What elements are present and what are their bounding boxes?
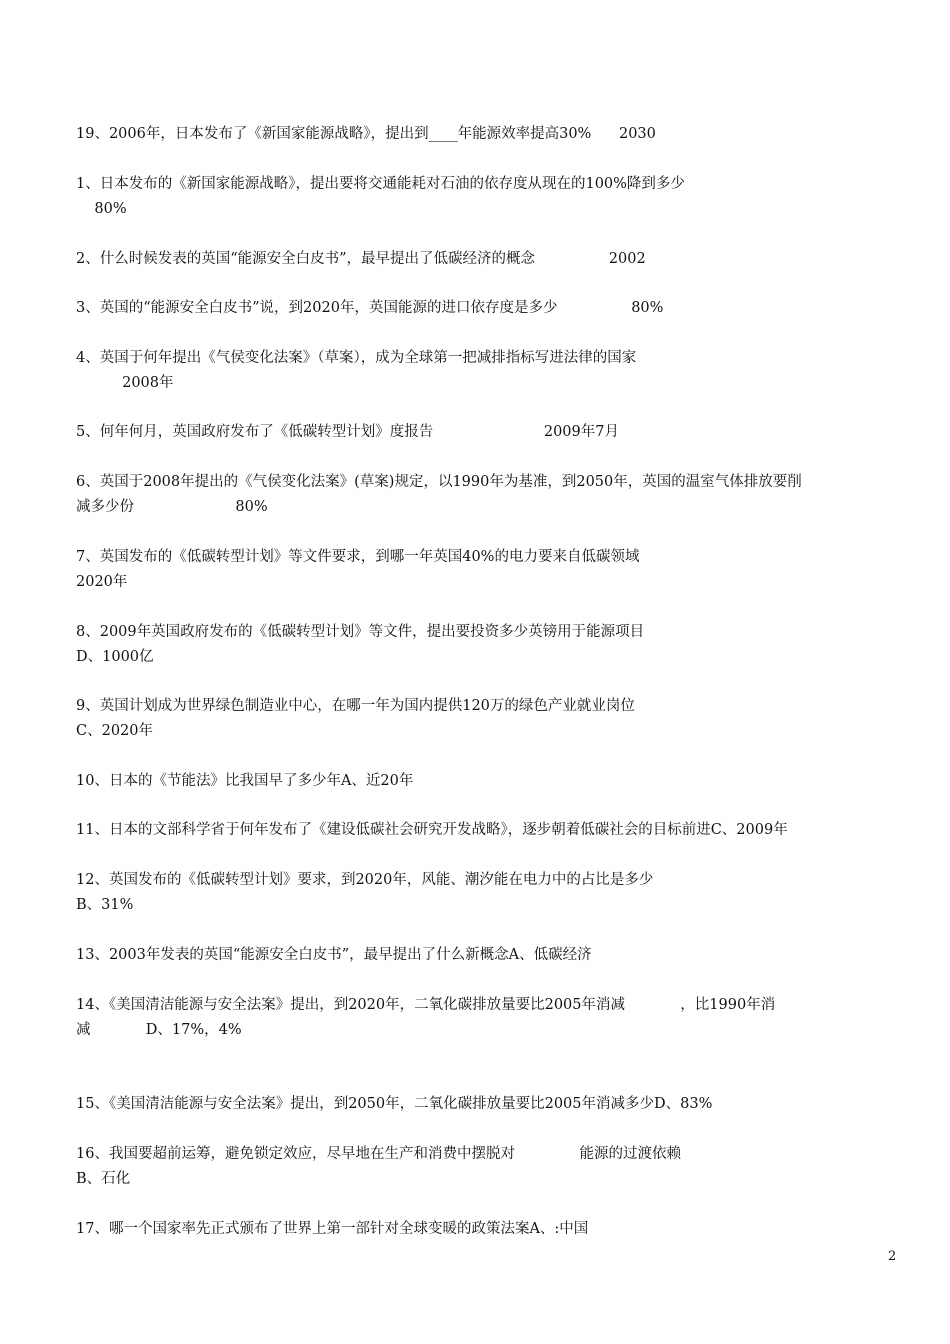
- answer-9: C、2020年: [76, 723, 153, 739]
- answer-1: 80%: [76, 201, 127, 217]
- question-6: 6、英国于2008年提出的《气侯变化法案》(草案)规定，以1990年为基准，到2050年，英国的温室气体排放要削: [76, 474, 802, 490]
- answer-8: D、1000亿: [76, 649, 154, 665]
- question-10: 10、日本的《节能法》比我国早了多少年A、近20年: [76, 773, 414, 789]
- question-13: 13、2003年发表的英国“能源安全白皮书”，最早提出了什么新概念A、低碳经济: [76, 947, 592, 963]
- question-5: 5、何年何月，英国政府发布了《低碳转型计划》度报告 2009年7月: [76, 424, 619, 440]
- question-7: 7、英国发布的《低碳转型计划》等文件要求，到哪一年英国40%的电力要来自低碳领域: [76, 549, 640, 565]
- answer-12: B、31%: [76, 897, 134, 913]
- question-4: 4、英国于何年提出《气侯变化法案》（草案），成为全球第一把减排指标写进法律的国家: [76, 350, 637, 366]
- question-19: 19、2006年，日本发布了《新国家能源战略》，提出到____年能源效率提高30% 2030: [76, 126, 656, 142]
- question-16: 16、我国要超前运筹，避免锁定效应，尽早地在生产和消费中摆脱对 能源的过渡依赖: [76, 1146, 681, 1162]
- question-14-cont: 减 D、17%，4%: [76, 1022, 242, 1038]
- question-14: 14、《美国清洁能源与安全法案》提出，到2020年，二氧化碳排放量要比2005年消减 ，比1990年消: [76, 997, 776, 1013]
- page-number: 2: [888, 1249, 897, 1264]
- answer-16: B、石化: [76, 1171, 131, 1187]
- question-17: 17、哪一个国家率先正式颁布了世界上第一部针对全球变暖的政策法案A、:中国: [76, 1221, 589, 1237]
- question-8: 8、2009年英国政府发布的《低碳转型计划》等文件，提出要投资多少英镑用于能源项目: [76, 624, 645, 640]
- question-15: 15、《美国清洁能源与安全法案》提出，到2050年，二氧化碳排放量要比2005年消减多少D、83%: [76, 1096, 713, 1112]
- question-1: 1、日本发布的《新国家能源战略》，提出要将交通能耗对石油的依存度从现在的100%降到多少: [76, 176, 685, 192]
- answer-4: 2008年: [76, 375, 174, 391]
- question-12: 12、英国发布的《低碳转型计划》要求，到2020年，风能、潮汐能在电力中的占比是多少: [76, 872, 654, 888]
- question-11: 11、日本的文部科学省于何年发布了《建设低碳社会研究开发战略》，逐步朝着低碳社会的目标前进C、2009年: [76, 822, 788, 838]
- question-2: 2、什么时候发表的英国“能源安全白皮书”，最早提出了低碳经济的概念 2002: [76, 251, 646, 267]
- question-9: 9、英国计划成为世界绿色制造业中心，在哪一年为国内提供120万的绿色产业就业岗位: [76, 698, 635, 714]
- answer-7: 2020年: [76, 574, 128, 590]
- question-6-cont: 减多少份 80%: [76, 499, 268, 515]
- question-3: 3、英国的“能源安全白皮书”说，到2020年，英国能源的进口依存度是多少 80%: [76, 300, 664, 316]
